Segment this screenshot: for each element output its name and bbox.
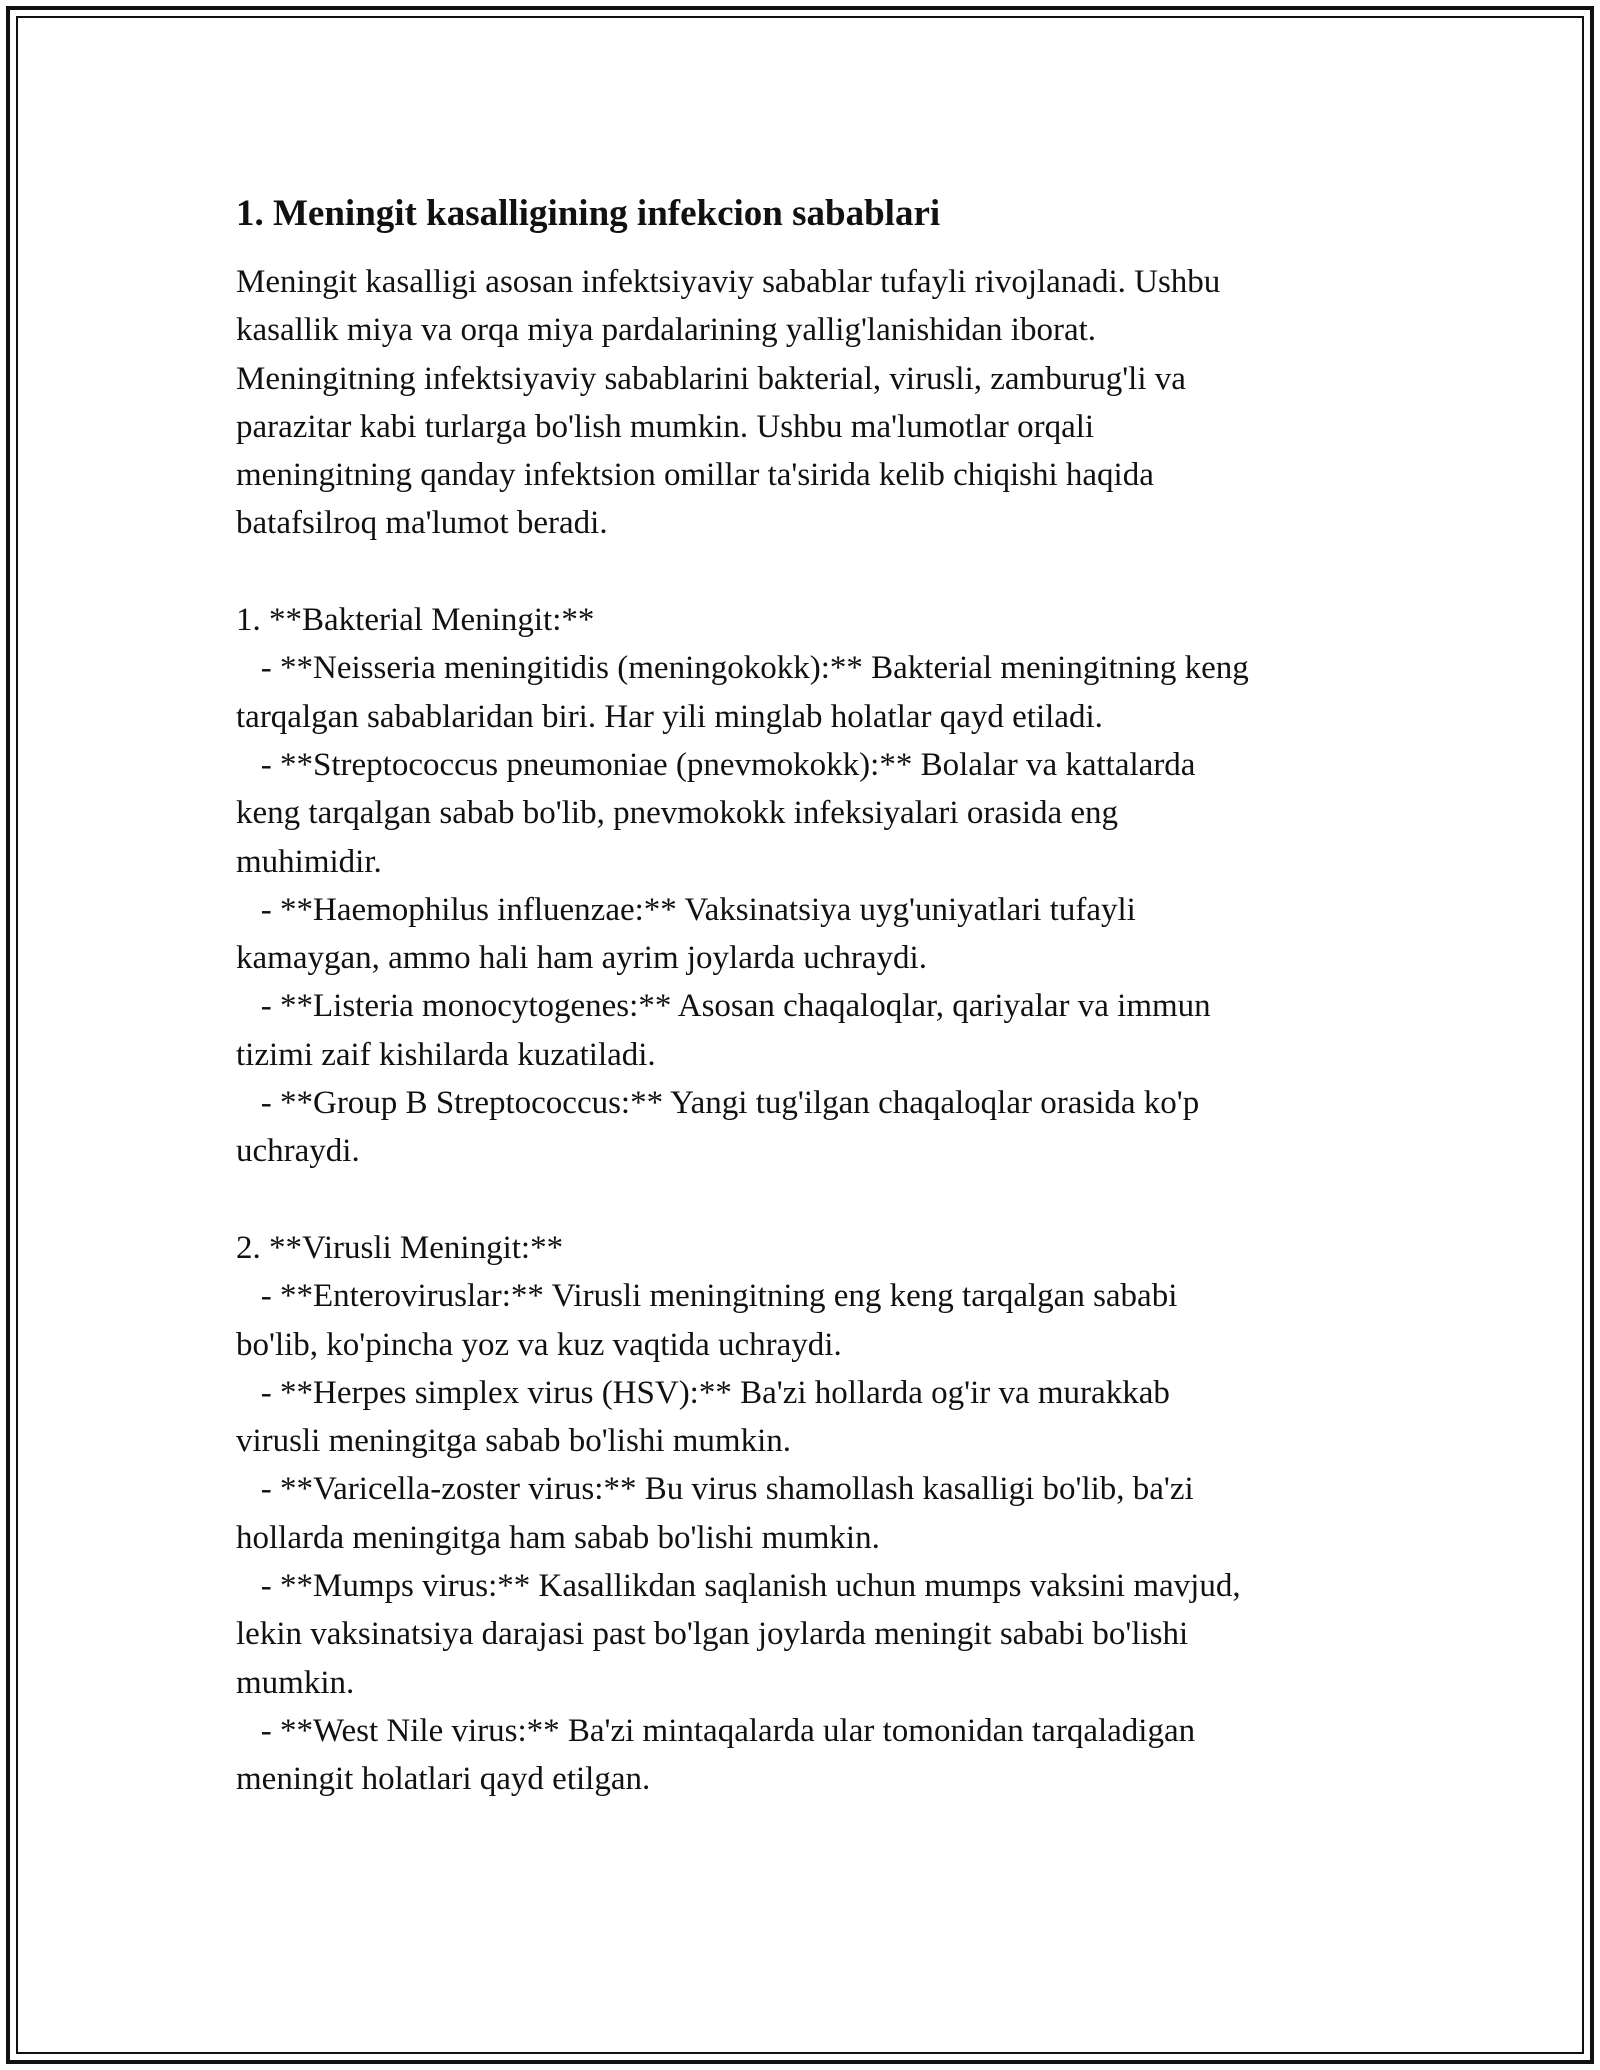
list-item: - **Enteroviruslar:** Virusli meningitning eng keng tarqalgan sababi bo'lib, ko'pincha yoz va kuz vaqtida uchraydi. xyxy=(236,1278,1178,1363)
list-item: - **West Nile virus:** Ba'zi mintaqalarda ular tomonidan tarqaladigan meningit holatlari qayd etilgan. xyxy=(236,1712,1196,1798)
list-item: - **Listeria monocytogenes:** Asosan chaqaloqlar, qariyalar va immun tizimi zaif kishilarda kuzatiladi. xyxy=(236,988,1211,1073)
section-bacterial xyxy=(236,596,1366,1176)
section-viral xyxy=(236,1224,1366,1804)
section-spacer xyxy=(236,1176,1366,1224)
list-item: - **Group B Streptococcus:** Yangi tug'ilgan chaqaloqlar orasida ko'p uchraydi. xyxy=(236,1085,1200,1170)
document-title: 1. Meningit kasalligining infekcion sabablari xyxy=(236,193,941,234)
list-item: - **Streptococcus pneumoniae (pnevmokokk):** Bolalar va kattalarda keng tarqalgan sabab bo'lib, pnevmokokk infeksiyalari orasida eng muhimidir. xyxy=(236,746,1196,880)
list-item: - **Varicella-zoster virus:** Bu virus shamollash kasalligi bo'lib, ba'zi hollarda meningitga ham sabab bo'lishi mumkin. xyxy=(236,1471,1194,1556)
section-spacer xyxy=(236,548,1366,596)
list-item: - **Neisseria meningitidis (meningokokk):** Bakterial meningitning keng tarqalgan sabablaridan biri. Har yili minglab holatlar qayd etiladi. xyxy=(236,650,1249,735)
list-item: - **Herpes simplex virus (HSV):** Ba'zi hollarda og'ir va murakkab virusli meningitga sabab bo'lishi mumkin. xyxy=(236,1374,1170,1460)
document-body xyxy=(236,186,1366,1804)
list-item: - **Mumps virus:** Kasallikdan saqlanish uchun mumps vaksini mavjud, lekin vaksinatsiya darajasi past bo'lgan joylarda meningit sababi bo'lishi mumkin. xyxy=(236,1568,1241,1701)
list-item: - **Haemophilus influenzae:** Vaksinatsiya uyg'uniyatlari tufayli kamaygan, ammo hali ham ayrim joylarda uchraydi. xyxy=(236,891,1136,977)
section-heading: 1. **Bakterial Meningit:** xyxy=(236,602,595,639)
section-heading: 2. **Virusli Meningit:** xyxy=(236,1229,564,1266)
intro-paragraph: Meningit kasalligi asosan infektsiyaviy sabablar tufayli rivojlanadi. Ushbu kasallik miya va orqa miya pardalarining yallig'lanishidan iborat. Meningitning infektsiyaviy sabablarini bakterial, virusli, zamburug'li va parazitar kabi turlarga bo'lish mumkin. Ushbu ma'lumotlar orqali meningitning qanday infektsion omillar ta'sirida kelib chiqishi haqida batafsilroq ma'lumot beradi. xyxy=(236,264,1221,542)
